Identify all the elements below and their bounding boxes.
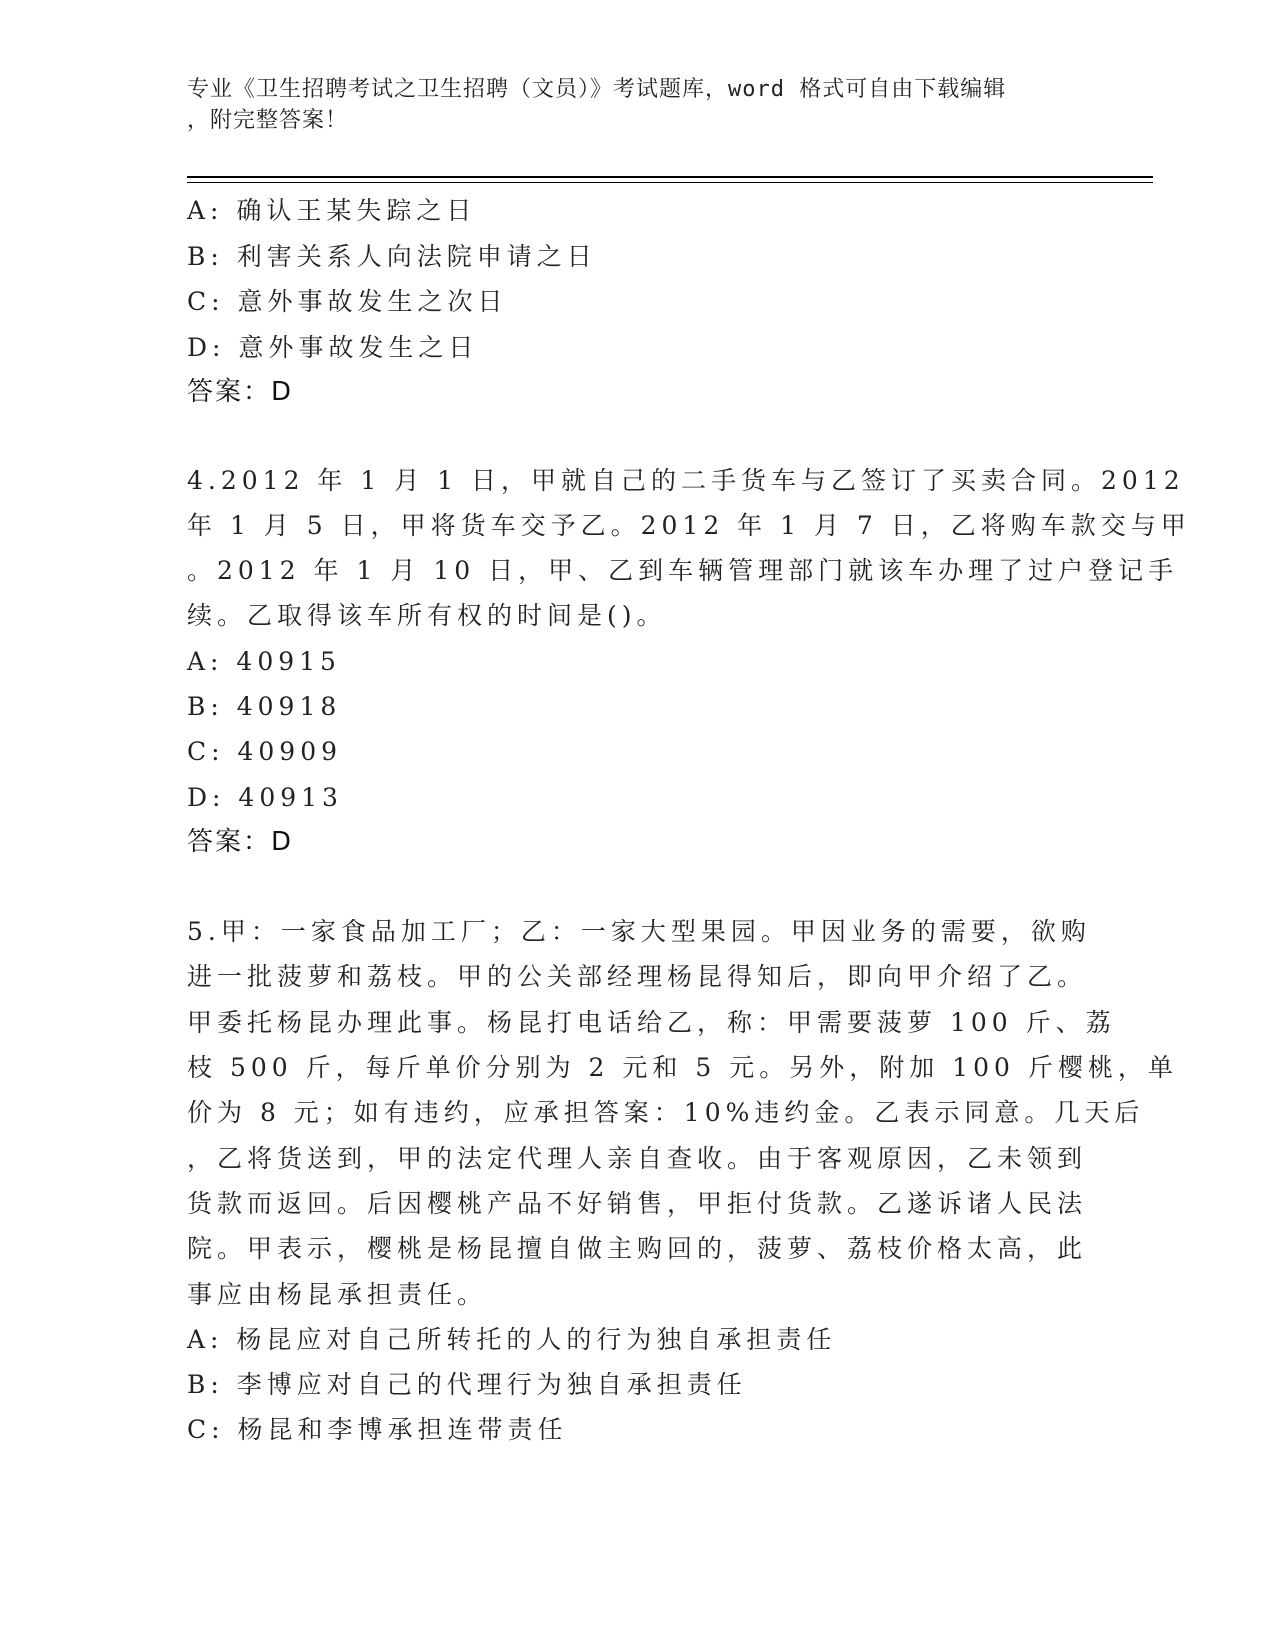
option-a: A: 确认王某失踪之日 — [187, 196, 477, 225]
question-3-tail — [187, 188, 1087, 416]
option-b: B: 李博应对自己的代理行为独自承担责任 — [187, 1370, 747, 1400]
option-d: D: 40913 — [187, 782, 343, 812]
header-line-1: 专业《卫生招聘考试之卫生招聘（文员）》考试题库，word 格式可自由下载编辑 — [187, 77, 1007, 102]
question-text-line: 5.甲：一家食品加工厂；乙：一家大型果园。甲因业务的需要，欲购 — [187, 917, 1091, 947]
question-text-line: 4.2012 年 1 月 1 日，甲就自己的二手货车与乙签订了买卖合同。2012 — [187, 465, 1185, 495]
option-c: C: 意外事故发生之次日 — [187, 287, 508, 316]
option-b: B: 利害关系人向法院申请之日 — [187, 241, 597, 271]
option-c: C: 40909 — [187, 737, 343, 767]
page-header — [187, 74, 1067, 136]
header-line-2: ，附完整答案！ — [187, 108, 349, 133]
question-text-line: 价为 8 元；如有违约，应承担答案：10%违约金。乙表示同意。几天后 — [187, 1098, 1145, 1128]
question-text-line: 年 1 月 5 日，甲将货车交予乙。2012 年 1 月 7 日，乙将购车款交与甲 — [187, 510, 1191, 540]
question-4 — [187, 458, 1191, 866]
option-d: D: 意外事故发生之日 — [187, 332, 479, 362]
option-c: C: 杨昆和李博承担连带责任 — [187, 1415, 568, 1445]
answer-line: 答案：D — [187, 826, 294, 857]
question-text-line: 货款而返回。后因樱桃产品不好销售，甲拒付货款。乙遂诉诸人民法 — [187, 1188, 1088, 1218]
question-text-line: ，乙将货送到，甲的法定代理人亲自查收。由于客观原因，乙未领到 — [187, 1143, 1088, 1173]
header-divider-thick — [187, 176, 1153, 178]
question-5 — [187, 909, 1178, 1453]
question-text-line: 院。甲表示，樱桃是杨昆擅自做主购回的，菠萝、荔枝价格太高，此 — [187, 1234, 1088, 1264]
option-a: A: 40915 — [187, 646, 341, 676]
option-a: A: 杨昆应对自己所转托的人的行为独自承担责任 — [187, 1324, 837, 1354]
question-text-line: 枝 500 斤，每斤单价分别为 2 元和 5 元。另外，附加 100 斤樱桃，单 — [187, 1053, 1178, 1083]
header-divider-thin — [187, 182, 1153, 183]
answer-line: 答案：D — [187, 377, 294, 407]
question-text-line: 甲委托杨昆办理此事。杨昆打电话给乙，称：甲需要菠萝 100 斤、荔 — [187, 1007, 1116, 1037]
question-text-line: 续。乙取得该车所有权的时间是()。 — [187, 601, 667, 631]
question-content — [187, 188, 1191, 1453]
question-text-line: 。2012 年 1 月 10 日，甲、乙到车辆管理部门就该车办理了过户登记手 — [187, 556, 1179, 586]
question-text-line: 进一批菠萝和荔枝。甲的公关部经理杨昆得知后，即向甲介绍了乙。 — [187, 962, 1088, 992]
question-text-line: 事应由杨昆承担责任。 — [187, 1279, 488, 1309]
option-b: B: 40918 — [187, 691, 342, 721]
